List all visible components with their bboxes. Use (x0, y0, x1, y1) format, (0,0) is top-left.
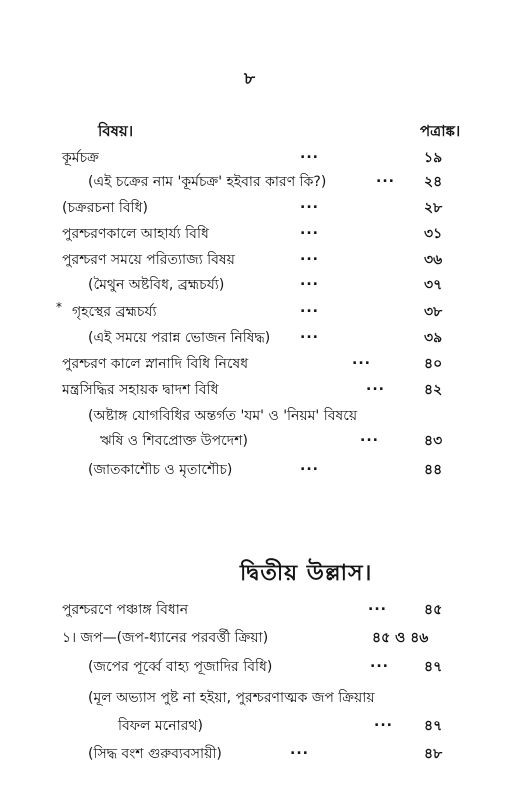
entry-page: ৪৫ (424, 602, 443, 618)
toc-entry (0, 686, 530, 710)
entry-page: ৪২ (424, 382, 443, 398)
entry-page: ৩৯ (424, 330, 443, 346)
entry-text: গৃহস্থের ব্রহ্মচর্য্য (72, 304, 157, 320)
entry-page: ৪৪ (424, 462, 443, 478)
entry-page: ৩৭ (424, 277, 443, 293)
entry-text: পুরশ্চরণে পঞ্চাঙ্গ বিধান (62, 602, 189, 618)
entry-dots: ... (352, 352, 371, 368)
toc-entry (0, 146, 530, 170)
entry-dots: ... (360, 429, 379, 445)
entry-page: ৪৫ ও ৪৬ (372, 630, 429, 646)
entry-page: ২৮ (424, 200, 443, 216)
entry-text: (জপের পূর্ব্বে বাহ্য পূজাদির বিধি) (88, 659, 273, 675)
entry-dots: ... (300, 222, 319, 238)
entry-text: পুরশ্চরণ সময়ে পরিত্যাজ্য বিষয় (62, 252, 235, 268)
entry-page: ৪০ (424, 356, 443, 372)
entry-page: ৩৬ (424, 252, 443, 268)
toc-entry (0, 273, 530, 297)
toc-entry (0, 429, 530, 453)
entry-dots: ... (300, 458, 319, 474)
entry-dots: ... (300, 326, 319, 342)
toc-entry (0, 598, 530, 622)
entry-page: ৪৭ (424, 718, 443, 734)
entry-page: ২৪ (424, 174, 443, 190)
entry-text: ঋষি ও শিবপ্রোক্ত উপদেশ) (100, 433, 248, 449)
entry-page: ১৯ (424, 150, 443, 166)
entry-page: ৩১ (424, 226, 443, 242)
toc-entry (0, 352, 530, 376)
entry-text: (এই সময়ে পরান্ন ভোজন নিষিদ্ধ) (88, 330, 271, 346)
toc-entry (0, 655, 530, 679)
entry-text: (অষ্টাঙ্গ যোগবিধির অন্তর্গত 'যম' ও 'নিয়ম' বিষয়ে (88, 408, 358, 424)
entry-dots: ... (366, 378, 385, 394)
toc-entry (0, 248, 530, 272)
toc-entry (0, 404, 530, 428)
entry-text: বিফল মনোরথ) (118, 718, 203, 734)
entry-text: (মৈথুন অষ্টবিধ, ব্রহ্মচর্য্য) (88, 277, 225, 293)
toc-entry (0, 196, 530, 220)
entry-dots: ... (376, 170, 395, 186)
entry-text: (এই চক্রের নাম 'কূর্মচক্র' হইবার কারণ কি?) (88, 174, 327, 190)
subject-column-header: বিষয়। (98, 122, 134, 140)
entry-page: ৪৩ (424, 433, 443, 449)
page-number: ৮ (244, 69, 256, 89)
entry-page: ৩৮ (424, 304, 443, 320)
entry-text: ১। জপ—(জপ-ধ্যানের পরবর্ত্তী ক্রিয়া) (62, 630, 269, 646)
entry-bullet: * (56, 300, 62, 314)
toc-entry (0, 458, 530, 482)
entry-dots: ... (290, 742, 309, 758)
toc-entry (0, 326, 530, 350)
entry-text: (চক্ররচনা বিধি) (62, 200, 148, 216)
entry-dots: ... (370, 655, 389, 671)
entry-text: (জাতকাশৌচ ও মৃতাশৌচ) (88, 462, 233, 478)
toc-entry (0, 300, 530, 324)
page-column-header: পত্রাঙ্ক। (420, 122, 461, 140)
entry-dots: ... (300, 196, 319, 212)
entry-dots: ... (374, 714, 393, 730)
entry-page: ৪৮ (424, 746, 443, 762)
entry-dots: ... (300, 146, 319, 162)
toc-entry (0, 626, 530, 650)
entry-dots: ... (300, 248, 319, 264)
toc-entry (0, 222, 530, 246)
toc-entry (0, 714, 530, 738)
entry-dots: ... (300, 273, 319, 289)
entry-text: কূর্মচক্র (62, 150, 99, 166)
section-title: দ্বিতীয় উল্লাস। (240, 561, 373, 586)
entry-text: (মূল অভ্যাস পুষ্ট না হইয়া, পুরশ্চরণাত্মক জপ ক্রিয়ায় (88, 690, 375, 706)
toc-entry (0, 742, 530, 766)
entry-page: ৪৭ (424, 659, 443, 675)
entry-text: (সিদ্ধ বংশ গুরুব্যবসায়ী) (88, 746, 222, 762)
toc-entry (0, 378, 530, 402)
entry-text: পুরশ্চরণ কালে স্নানাদি বিধি নিষেধ (62, 356, 249, 372)
toc-entry (0, 170, 530, 194)
entry-text: মন্ত্রসিদ্ধির সহায়ক দ্বাদশ বিধি (62, 382, 219, 398)
entry-dots: ... (300, 300, 319, 316)
entry-text: পুরশ্চরণকালে আহার্য্য বিধি (62, 226, 209, 242)
entry-dots: ... (368, 598, 387, 614)
